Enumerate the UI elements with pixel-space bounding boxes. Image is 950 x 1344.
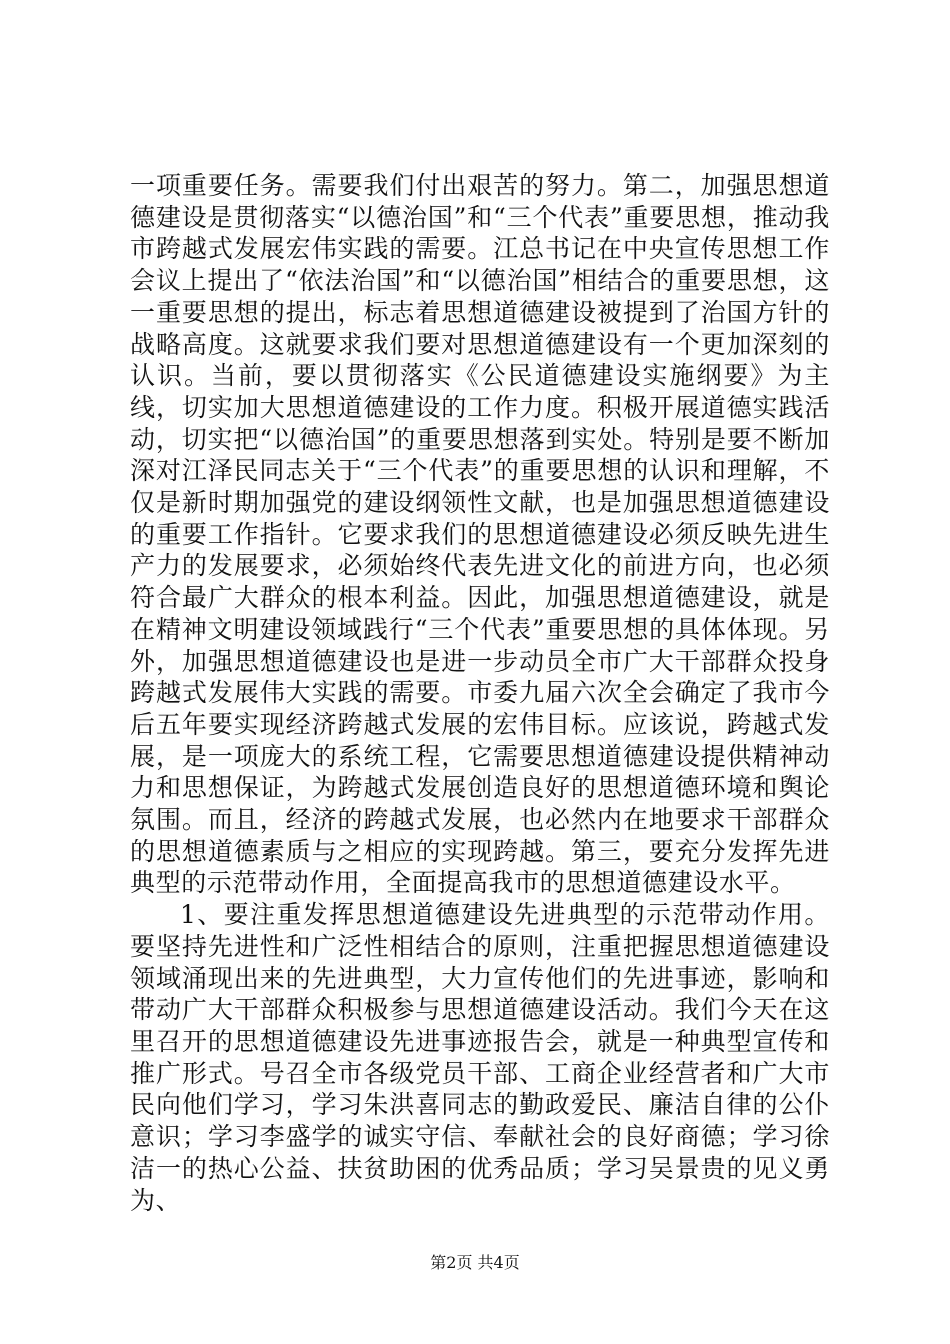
document-body bbox=[130, 170, 830, 1216]
page-footer: 第2页 共4页 bbox=[430, 1253, 520, 1272]
paragraph-item-1: 1、要注重发挥思想道德建设先进典型的示范带动作用。要坚持先进性和广泛性相结合的原则，注重把握思想道德建设领域涌现出来的先进典型，大力宣传他们的先进事迹，影响和带动广大干部群众积极参与思想道德建设活动。我们今天在这里召开的思想道德建设先进事迹报告会，就是一种典型宣传和推广形式。号召全市各级党员干部、工商企业经营者和广大市民向他们学习，学习朱洪喜同志的勤政爱民、廉洁自律的公仆意识；学习李盛学的诚实守信、奉献社会的良好商德；学习徐洁一的热心公益、扶贫助困的优秀品质；学习吴景贵的见义勇为、 bbox=[130, 900, 830, 1215]
paragraph-continued: 一项重要任务。需要我们付出艰苦的努力。第二，加强思想道德建设是贯彻落实“以德治国”和“三个代表”重要思想，推动我市跨越式发展宏伟实践的需要。江总书记在中央宣传思想工作会议上提出了“依法治国”和“以德治国”相结合的重要思想，这一重要思想的提出，标志着思想道德建设被提到了治国方针的战略高度。这就要求我们要对思想道德建设有一个更加深刻的认识。当前，要以贯彻落实《公民道德建设实施纲要》为主线，切实加大思想道德建设的工作力度。积极开展道德实践活动，切实把“以德治国”的重要思想落到实处。特别是要不断加深对江泽民同志关于“三个代表”的重要思想的认识和理解，不仅是新时期加强党的建设纲领性文献，也是加强思想道德建设的重要工作指针。它要求我们的思想道德建设必须反映先进生产力的发展要求，必须始终代表先进文化的前进方向，也必须符合最广大群众的根本利益。因此，加强思想道德建设，就是在精神文明建设领域践行“三个代表”重要思想的具体体现。另外，加强思想道德建设也是进一步动员全市广大干部群众投身跨越式发展伟大实践的需要。市委九届六次全会确定了我市今后五年要实现经济跨越式发展的宏伟目标。应该说，跨越式发展，是一项庞大的系统工程，它需要思想道德建设提供精神动力和思想保证，为跨越式发展创造良好的思想道德环境和舆论氛围。而且，经济的跨越式发展，也必然内在地要求干部群众的思想道德素质与之相应的实现跨越。第三，要充分发挥先进典型的示范带动作用，全面提高我市的思想道德建设水平。 bbox=[130, 171, 830, 898]
